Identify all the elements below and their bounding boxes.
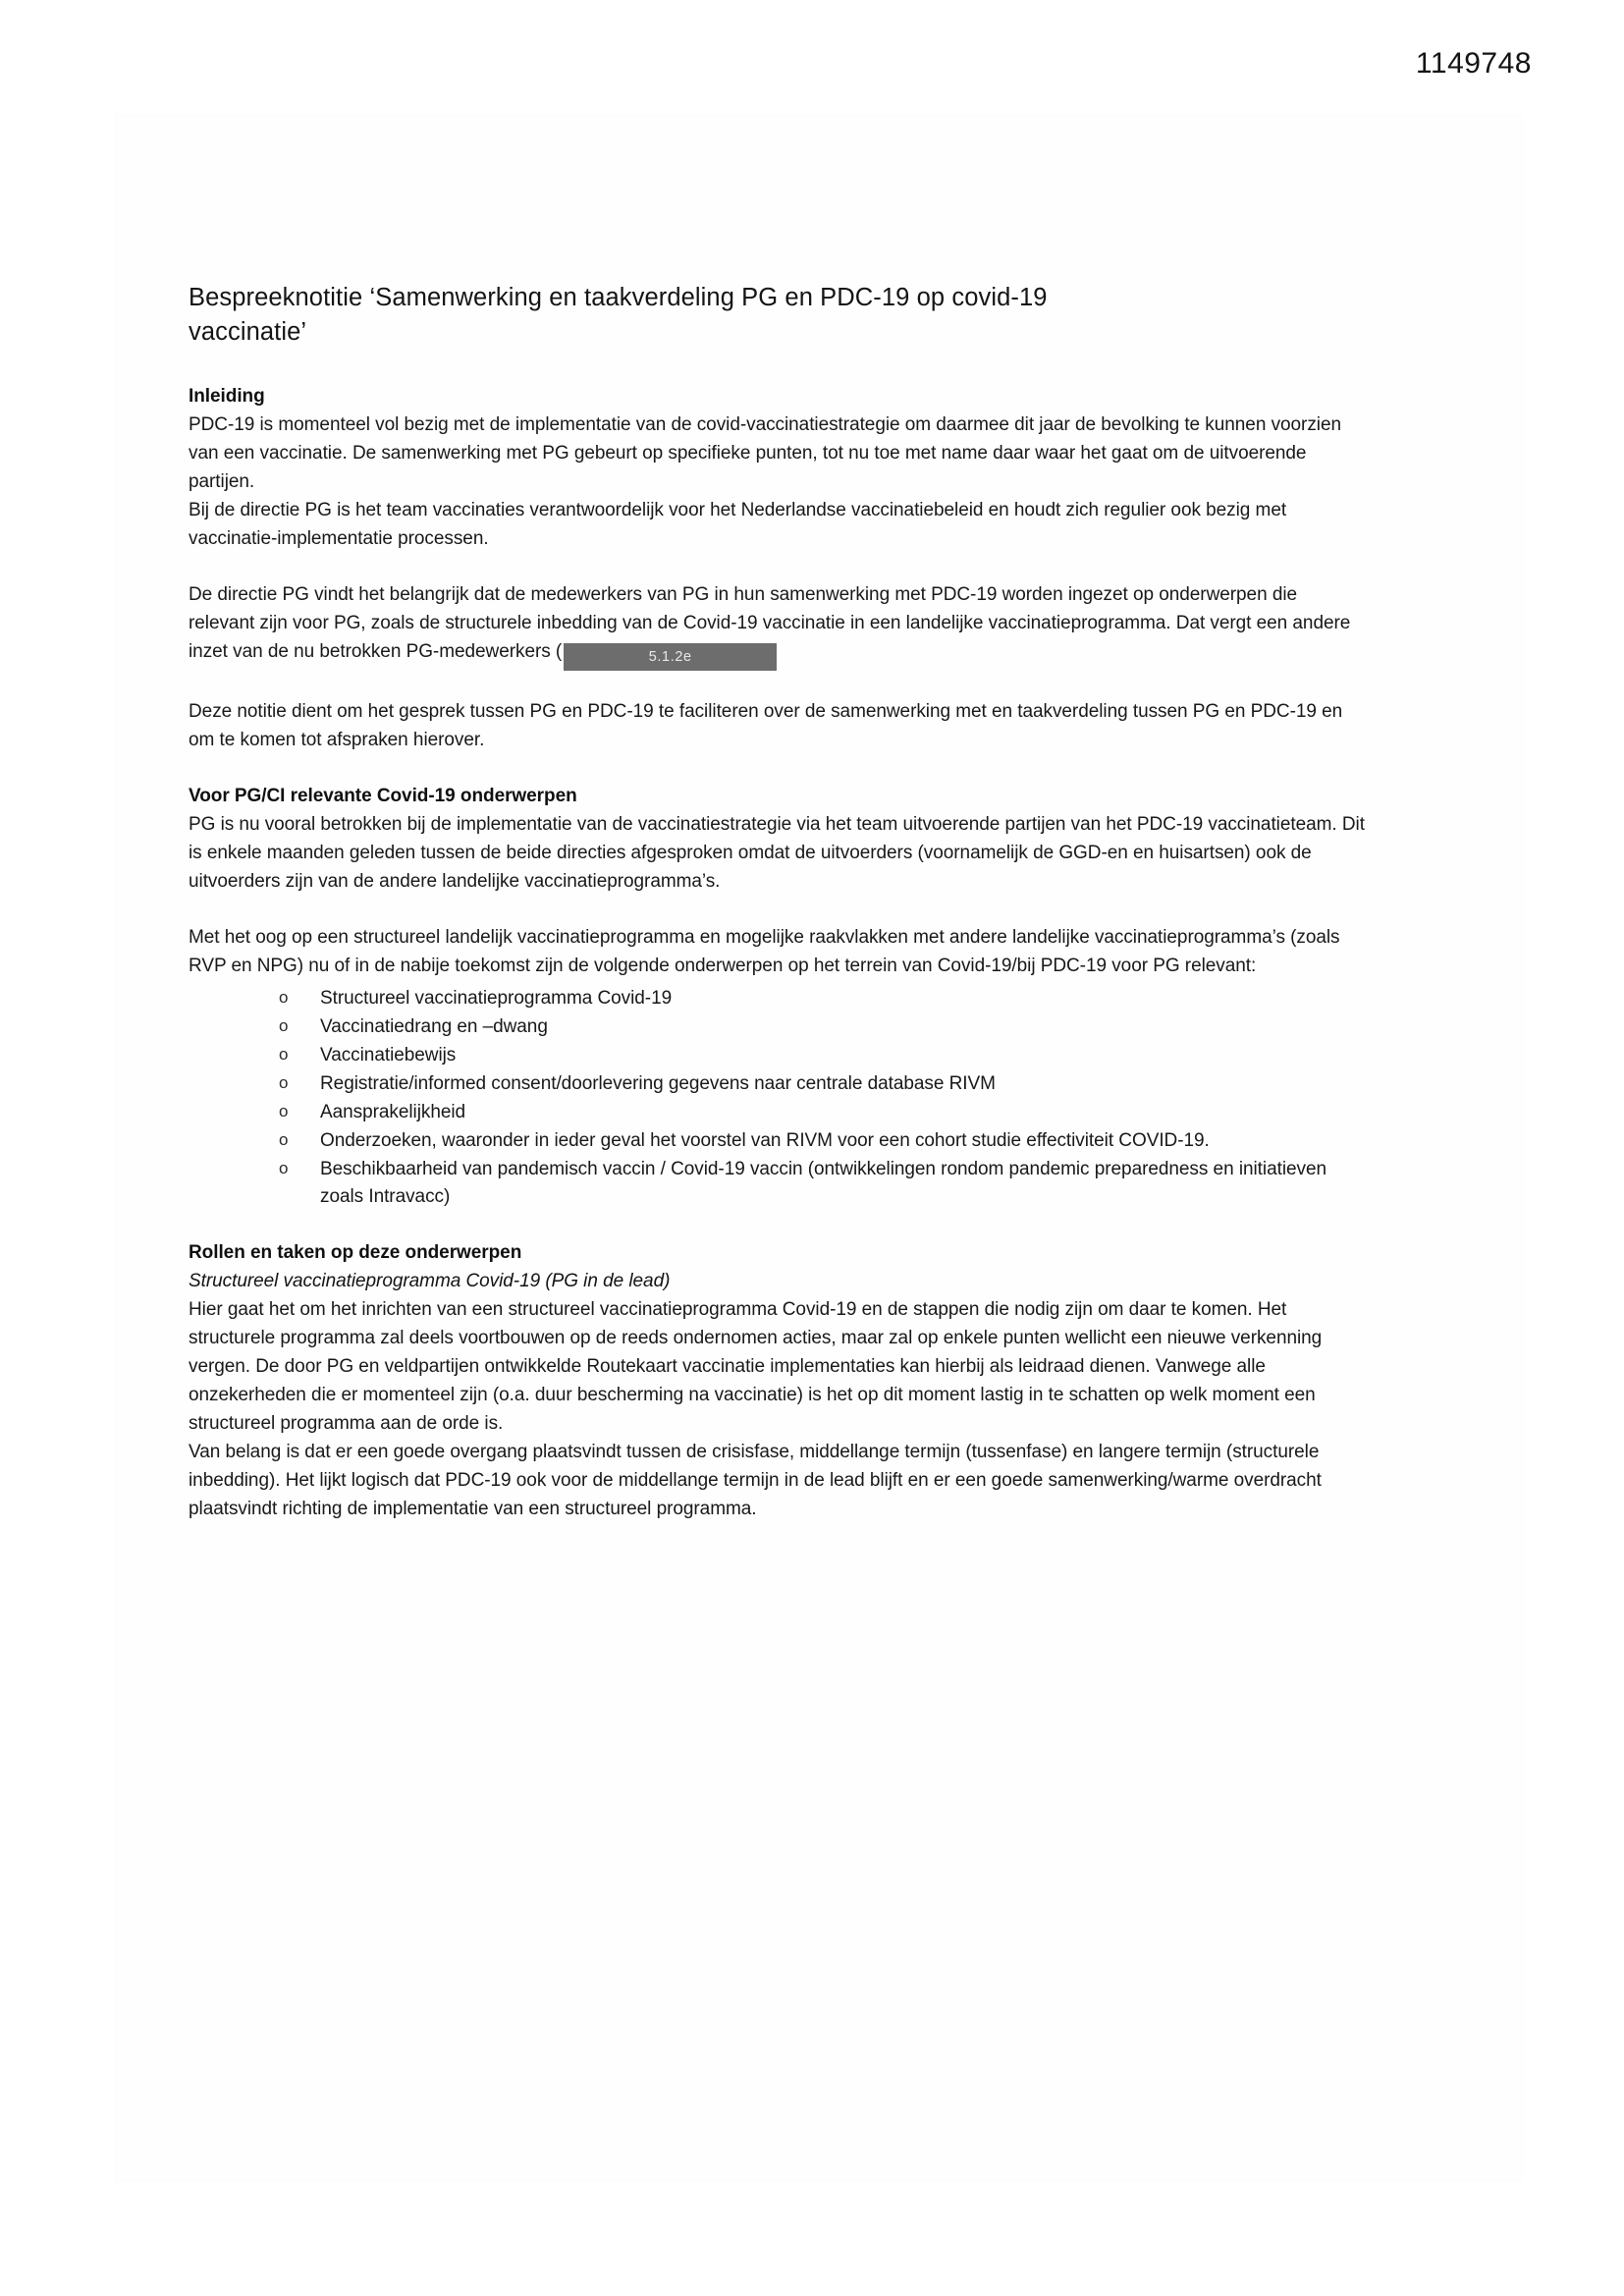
- bullet-marker-icon: o: [279, 1072, 289, 1092]
- list-item: [279, 1127, 1367, 1156]
- list-item-label: Vaccinatiebewijs: [320, 1044, 457, 1066]
- inleiding-paragraph-1: PDC-19 is momenteel vol bezig met de implementatie van de covid-vaccinatiestrategie om daarmee dit jaar de bevolking te kunnen voorzien van een vaccinatie. De samenwerking met PG gebeurt op specifieke punten, tot nu toe met name daar waar het gaat om de uitvoerende partijen.: [189, 414, 1341, 493]
- rollen-paragraph-1: Hier gaat het om het inrichten van een structureel vaccinatieprogramma Covid-19 en de stappen die nodig zijn om daar te komen. Het structurele programma zal deels voortbouwen op de reeds ondernomen acties, maar zal op enkele punten wellicht een nieuwe verkenning vergen. De door PG en veldpartijen ontwikkelde Routekaart vaccinatie implementaties kan hierbij als leidraad dienen. Vanwege alle onzekerheden die er momenteel zijn (o.a. duur bescherming na vaccinatie) is het op dit moment lastig in te schatten op welk moment een structureel programma aan de orde is.: [189, 1299, 1323, 1435]
- list-item-label: Structureel vaccinatieprogramma Covid-19: [320, 987, 673, 1009]
- bullet-marker-icon: o: [279, 1158, 289, 1177]
- inleiding-paragraph-3-text: De directie PG vindt het belangrijk dat de medewerkers van PG in hun samenwerking met PDC-19 worden ingezet op onderwerpen die relevant zijn voor PG, zoals de structurele inbedding van de Covid-19 vaccinatie in een landelijke vaccinatieprogramma. Dat vergt een andere inzet van de nu betrokken PG-medewerkers (: [189, 584, 1351, 663]
- onderwerpen-paragraph-2: Met het oog op een structureel landelijk vaccinatieprogramma en mogelijke raakvlakken met andere landelijke vaccinatieprogramma’s (zoals RVP en NPG) nu of in de nabije toekomst zijn de volgende onderwerpen op het terrein van Covid-19/bij PDC-19 voor PG relevant:: [189, 926, 1340, 976]
- section-heading-onderwerpen: Voor PG/CI relevante Covid-19 onderwerpen: [189, 785, 577, 806]
- inleiding-paragraph-4: Deze notitie dient om het gesprek tussen PG en PDC-19 te faciliteren over de samenwerking met en taakverdeling tussen PG en PDC-19 en om te komen tot afspraken hierover.: [189, 701, 1343, 750]
- list-item: [279, 985, 1367, 1013]
- list-item: [279, 1156, 1367, 1213]
- section-heading-inleiding: Inleiding: [189, 386, 265, 408]
- inleiding-paragraph-3: [189, 581, 1367, 671]
- bullet-marker-icon: o: [279, 1015, 289, 1035]
- rollen-paragraph-2: Van belang is dat er een goede overgang plaatsvindt tussen de crisisfase, middellange termijn (tussenfase) en langere termijn (structurele inbedding). Het lijkt logisch dat PDC-19 ook voor de middellange termijn in de lead blijft en er een goede samenwerking/warme overdracht plaatsvindt richting de implementatie van een structureel programma.: [189, 1442, 1322, 1519]
- inleiding-paragraph-2: Bij de directie PG is het team vaccinaties verantwoordelijk voor het Nederlandse vaccinatiebeleid en houdt zich regulier ook bezig met vaccinatie-implementatie processen.: [189, 500, 1287, 550]
- page-title: Bespreeknotitie ‘Samenwerking en taakverdeling PG en PDC-19 op covid-19 vaccinatie’: [189, 284, 1048, 347]
- bullet-marker-icon: o: [279, 987, 289, 1007]
- list-item-label: Registratie/informed consent/doorlevering gegevens naar centrale database RIVM: [320, 1072, 996, 1094]
- list-item-label: Beschikbaarheid van pandemisch vaccin / Covid-19 vaccin (ontwikkelingen rondom pandemic preparedness en initiatieven zoals Intravacc): [320, 1158, 1326, 1208]
- document-body: [189, 281, 1367, 1524]
- list-item-label: Onderzoeken, waaronder in ieder geval het voorstel van RIVM voor een cohort studie effectiviteit COVID-19.: [320, 1129, 1210, 1151]
- redaction-block: 5.1.2e: [564, 643, 777, 671]
- bullet-marker-icon: o: [279, 1044, 289, 1064]
- bullet-marker-icon: o: [279, 1129, 289, 1149]
- list-item: [279, 1070, 1367, 1099]
- list-item: [279, 1042, 1367, 1070]
- list-item: [279, 1099, 1367, 1127]
- onderwerpen-bullet-list: [189, 985, 1367, 1213]
- list-item-label: Vaccinatiedrang en –dwang: [320, 1015, 548, 1037]
- subsection-heading-structureel-programma: Structureel vaccinatieprogramma Covid-19 (PG in de lead): [189, 1271, 671, 1292]
- onderwerpen-paragraph-1: PG is nu vooral betrokken bij de implementatie van de vaccinatiestrategie via het team uitvoerende partijen van het PDC-19 vaccinatieteam. Dit is enkele maanden geleden tussen de beide directies afgesproken omdat de uitvoerders (voornamelijk de GGD-en en huisartsen) ook de uitvoerders zijn van de andere landelijke vaccinatieprogramma’s.: [189, 813, 1365, 892]
- list-item: [279, 1013, 1367, 1042]
- bullet-marker-icon: o: [279, 1101, 289, 1121]
- document-number: 1149748: [1415, 47, 1532, 80]
- list-item-label: Aansprakelijkheid: [320, 1101, 466, 1122]
- section-heading-rollen: Rollen en taken op deze onderwerpen: [189, 1242, 522, 1264]
